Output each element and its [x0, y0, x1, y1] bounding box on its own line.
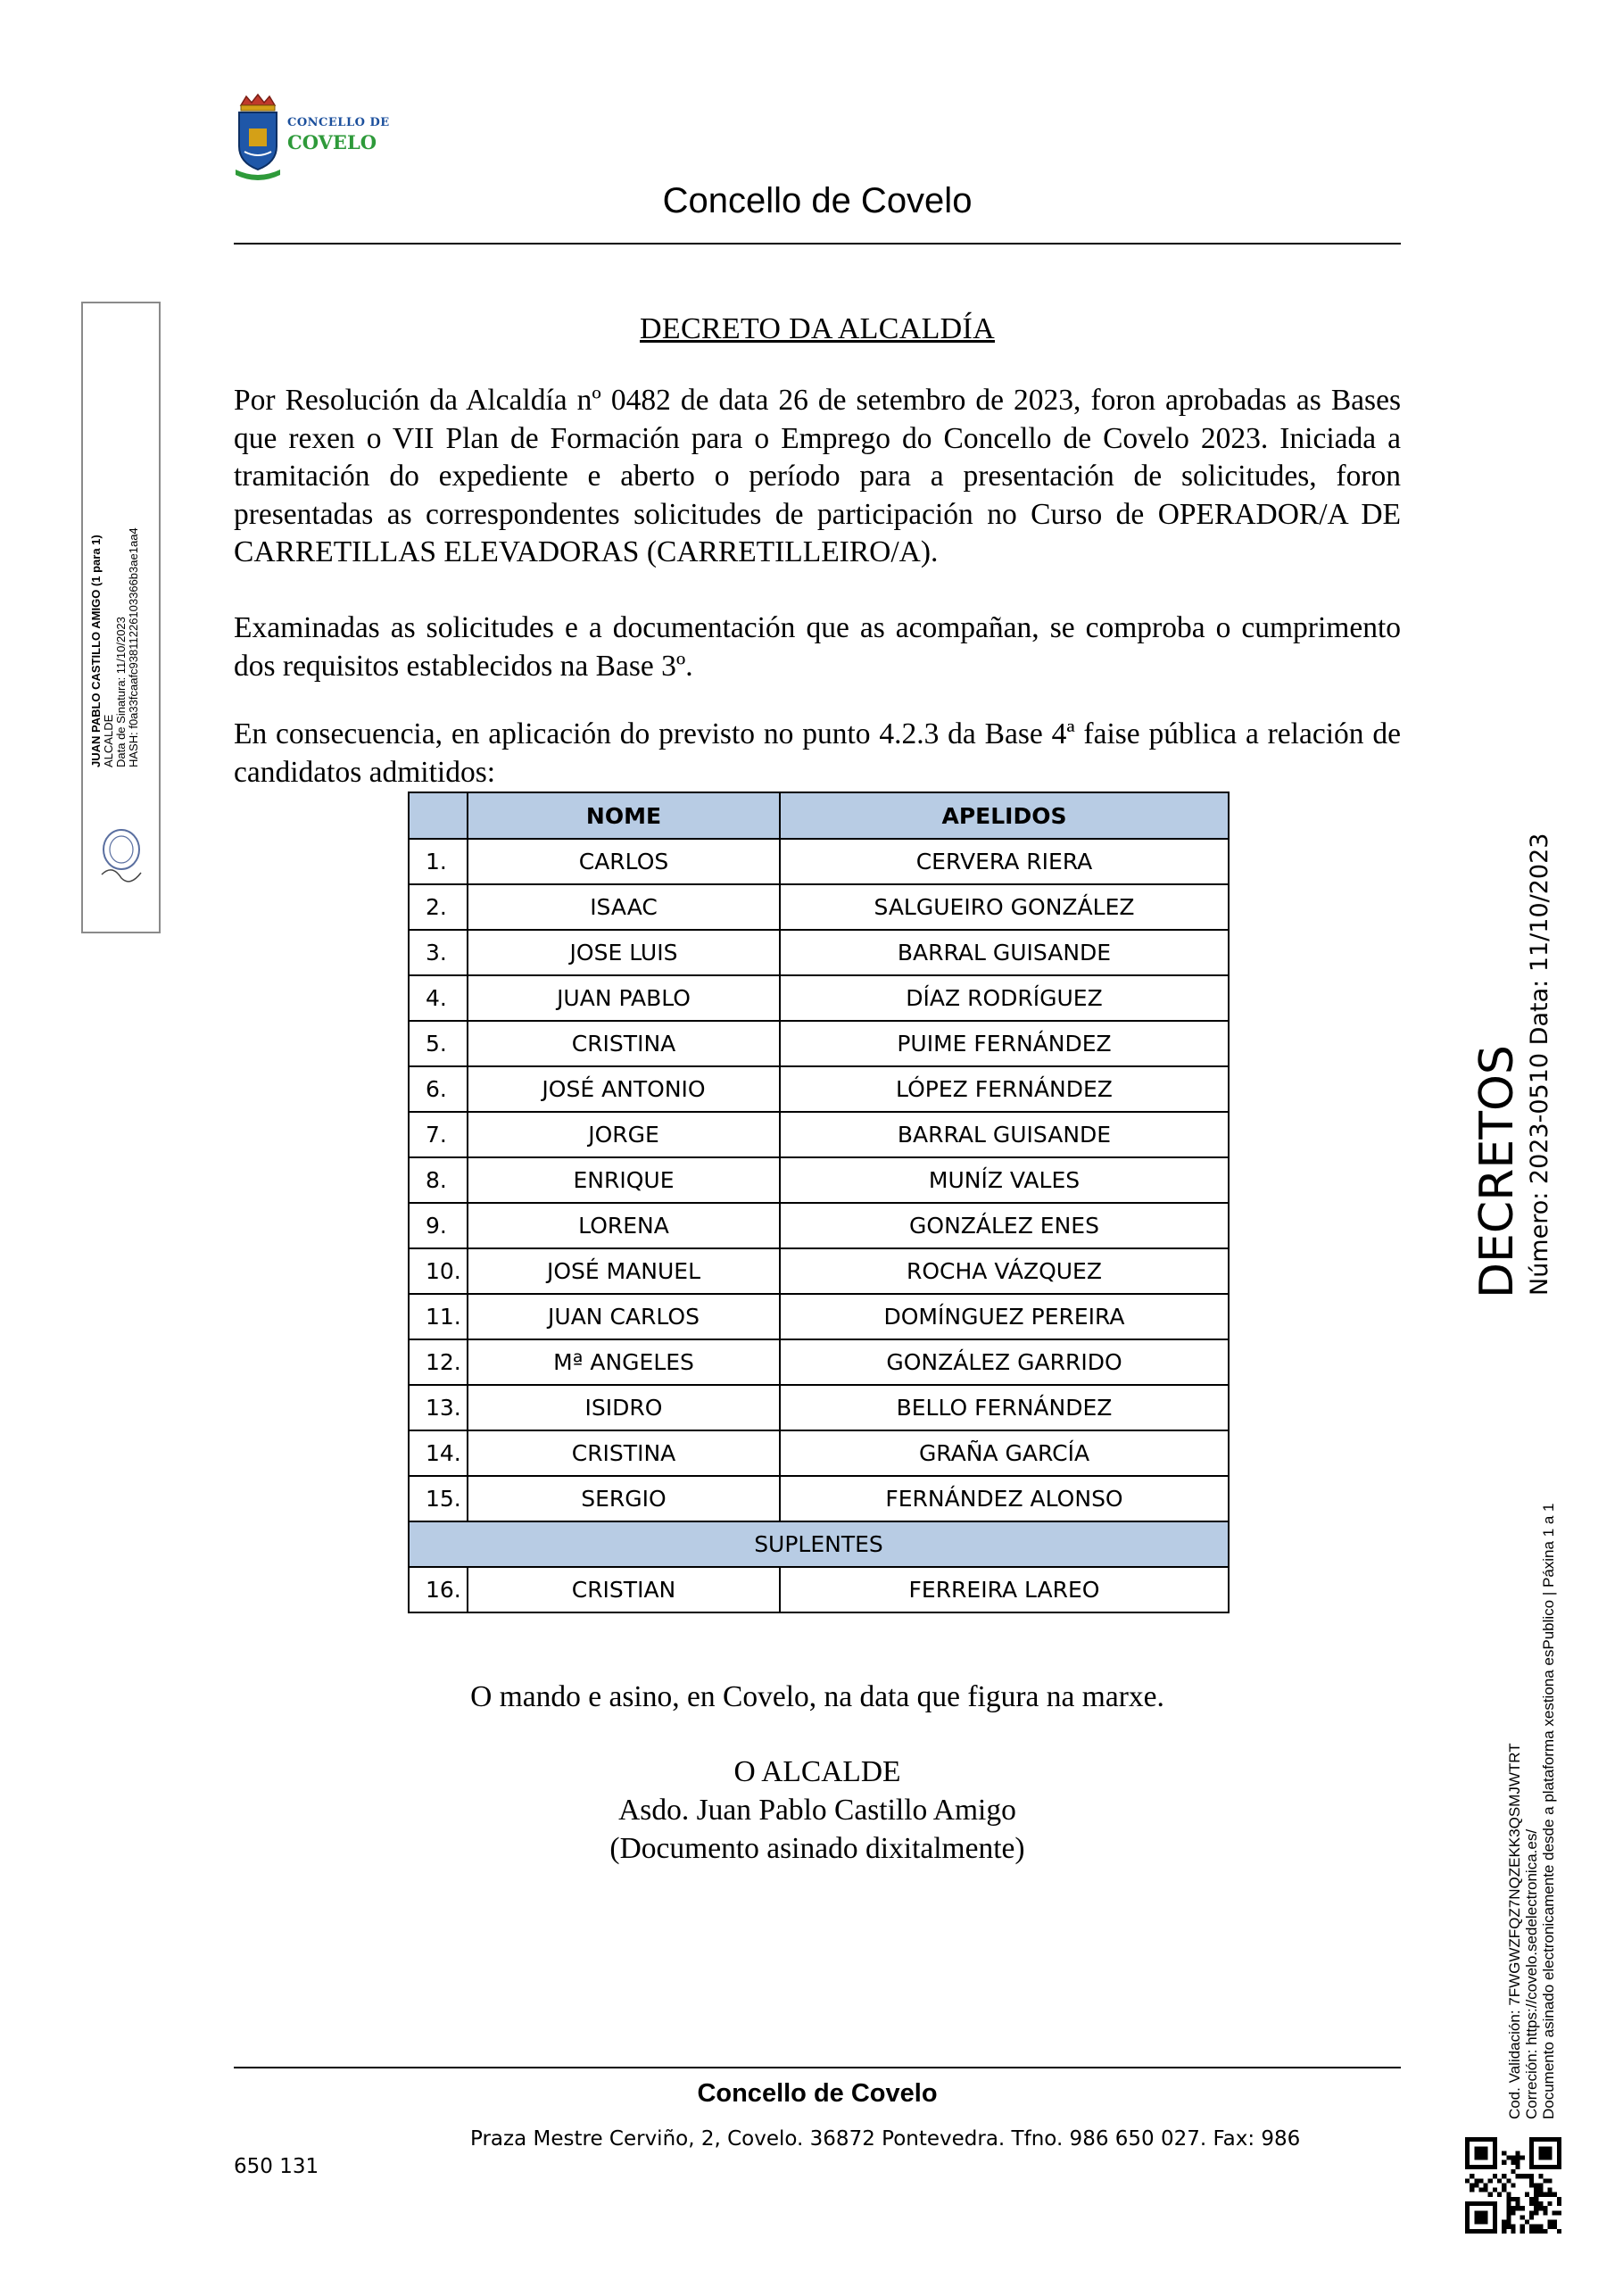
header-rule [234, 243, 1401, 245]
row-number-cell: 10. [409, 1248, 468, 1294]
row-name-cell: Mª ANGELES [468, 1339, 780, 1385]
signer-name: Asdo. Juan Pablo Castillo Amigo [618, 1794, 1016, 1827]
logo-text-concello: CONCELLO DE [287, 116, 390, 129]
row-name-cell: CRISTINA [468, 1430, 780, 1476]
header-title: Concello de Covelo [662, 181, 973, 220]
row-name-cell: ISAAC [468, 884, 780, 930]
signature-hash: HASH: f0a33fcaafc93811226103366b3ae1aa4 [127, 527, 140, 767]
signature-date: Data de Sinatura: 11/10/2023 [114, 617, 128, 767]
row-name-cell: CRISTINA [468, 1021, 780, 1066]
row-number-cell: 11. [409, 1294, 468, 1339]
table-row [409, 839, 1229, 884]
table-row [409, 1567, 1229, 1612]
decretos-label: DECRETOS [1470, 1045, 1524, 1298]
row-number-cell: 4. [409, 975, 468, 1021]
row-surname-cell: CERVERA RIERA [780, 839, 1229, 884]
validation-code: Cod. Validación: 7FWGWZFQZ7NQZEKK3QSMJWTRT Correción: https://covelo.sedelectronica.es/ Documento asinado electronicamente desde a plataforma xestiona esPublico | Páxina 1 a 1 [1506, 1503, 1557, 2119]
closing-line: O mando e asino, en Covelo, na data que figura na marxe. [470, 1680, 1164, 1713]
table-row [409, 930, 1229, 975]
row-name-cell: JUAN PABLO [468, 975, 780, 1021]
row-number-cell: 13. [409, 1385, 468, 1430]
row-name-cell: JORGE [468, 1112, 780, 1157]
row-surname-cell: GONZÁLEZ GARRIDO [780, 1339, 1229, 1385]
logo-text-covelo: COVELO [287, 131, 377, 153]
table-row [409, 1430, 1229, 1476]
decree-title: DECRETO DA ALCALDÍA [640, 312, 995, 345]
paragraph-examination: Examinadas as solicitudes e a documentación que as acompañan, se comproba o cumprimento dos requisitos establecidos na Base 3º. [234, 611, 1401, 683]
row-surname-cell: DÍAZ RODRÍGUEZ [780, 975, 1229, 1021]
signature-role: ALCALDE [102, 714, 115, 767]
row-number-cell: 14. [409, 1430, 468, 1476]
table-row [409, 1112, 1229, 1157]
row-name-cell: JOSÉ ANTONIO [468, 1066, 780, 1112]
table-row [409, 1294, 1229, 1339]
row-surname-cell: GONZÁLEZ ENES [780, 1203, 1229, 1248]
row-name-cell: LORENA [468, 1203, 780, 1248]
table-row [409, 1203, 1229, 1248]
row-name-cell: JUAN CARLOS [468, 1294, 780, 1339]
row-surname-cell: BELLO FERNÁNDEZ [780, 1385, 1229, 1430]
table-row [409, 1066, 1229, 1112]
table-row [409, 1021, 1229, 1066]
row-number-cell: 3. [409, 930, 468, 975]
table-row [409, 884, 1229, 930]
row-name-cell: ISIDRO [468, 1385, 780, 1430]
row-number-cell: 6. [409, 1066, 468, 1112]
footer-rule [234, 2067, 1401, 2068]
signer-role: O ALCALDE [733, 1755, 901, 1788]
row-name-cell: ENRIQUE [468, 1157, 780, 1203]
row-surname-cell: BARRAL GUISANDE [780, 930, 1229, 975]
row-number-cell: 8. [409, 1157, 468, 1203]
row-surname-cell: BARRAL GUISANDE [780, 1112, 1229, 1157]
row-surname-cell: LÓPEZ FERNÁNDEZ [780, 1066, 1229, 1112]
table-header-row [409, 792, 1229, 839]
row-surname-cell: PUIME FERNÁNDEZ [780, 1021, 1229, 1066]
table-row [409, 1248, 1229, 1294]
header-number-cell [409, 792, 468, 839]
signature-note: (Documento asinado dixitalmente) [609, 1832, 1025, 1865]
signature-stamp-icon [95, 821, 148, 888]
footer-phone-end: 650 131 [234, 2155, 319, 2178]
substitutes-label: SUPLENTES [409, 1521, 1229, 1567]
footer-address: Praza Mestre Cerviño, 2, Covelo. 36872 Pontevedra. Tfno. 986 650 027. Fax: 986 [470, 2127, 1301, 2151]
header-surname-cell: APELIDOS [780, 792, 1229, 839]
row-name-cell: CARLOS [468, 839, 780, 884]
row-surname-cell: DOMÍNGUEZ PEREIRA [780, 1294, 1229, 1339]
table-row [409, 1385, 1229, 1430]
row-name-cell: SERGIO [468, 1476, 780, 1521]
row-number-cell: 2. [409, 884, 468, 930]
qr-code-icon[interactable] [1465, 2137, 1561, 2234]
row-surname-cell: MUNÍZ VALES [780, 1157, 1229, 1203]
table-row [409, 1476, 1229, 1521]
row-surname-cell: FERNÁNDEZ ALONSO [780, 1476, 1229, 1521]
header-name-cell: NOME [468, 792, 780, 839]
row-name-cell: CRISTIAN [468, 1567, 780, 1612]
row-number-cell: 1. [409, 839, 468, 884]
decree-number-date: Número: 2023-0510 Data: 11/10/2023 [1526, 833, 1553, 1296]
table-row [409, 1339, 1229, 1385]
row-surname-cell: GRAÑA GARCÍA [780, 1430, 1229, 1476]
row-number-cell: 7. [409, 1112, 468, 1157]
row-name-cell: JOSÉ MANUEL [468, 1248, 780, 1294]
paragraph-resolution: Por Resolución da Alcaldía nº 0482 de data 26 de setembro de 2023, foron aprobadas as Bases que rexen o VII Plan de Formación para o Emprego do Concello de Covelo 2023. Iniciada a tramitación do expediente e aberto o período para a presentación de solicitudes, foron presentadas as correspondentes solicitudes de participación no Curso de OPERADOR/A DE CARRETILLAS ELEVADORAS (CARRETILLEIRO/A). [234, 384, 1401, 568]
row-surname-cell: ROCHA VÁZQUEZ [780, 1248, 1229, 1294]
row-number-cell: 9. [409, 1203, 468, 1248]
signature-signer: JUAN PABLO CASTILLO AMIGO (1 para 1) [89, 535, 103, 767]
row-number-cell: 12. [409, 1339, 468, 1385]
row-name-cell: JOSE LUIS [468, 930, 780, 975]
table-row [409, 975, 1229, 1021]
substitutes-header-row [409, 1521, 1229, 1567]
table-row [409, 1157, 1229, 1203]
row-number-cell: 15. [409, 1476, 468, 1521]
footer-title: Concello de Covelo [697, 2079, 938, 2108]
row-number-cell: 16. [409, 1567, 468, 1612]
row-surname-cell: FERREIRA LAREO [780, 1567, 1229, 1612]
row-surname-cell: SALGUEIRO GONZÁLEZ [780, 884, 1229, 930]
paragraph-consequence: En consecuencia, en aplicación do previsto no punto 4.2.3 da Base 4ª faise pública a relación de candidatos admitidos: [234, 717, 1401, 789]
row-number-cell: 5. [409, 1021, 468, 1066]
candidates-table [408, 792, 1230, 1613]
